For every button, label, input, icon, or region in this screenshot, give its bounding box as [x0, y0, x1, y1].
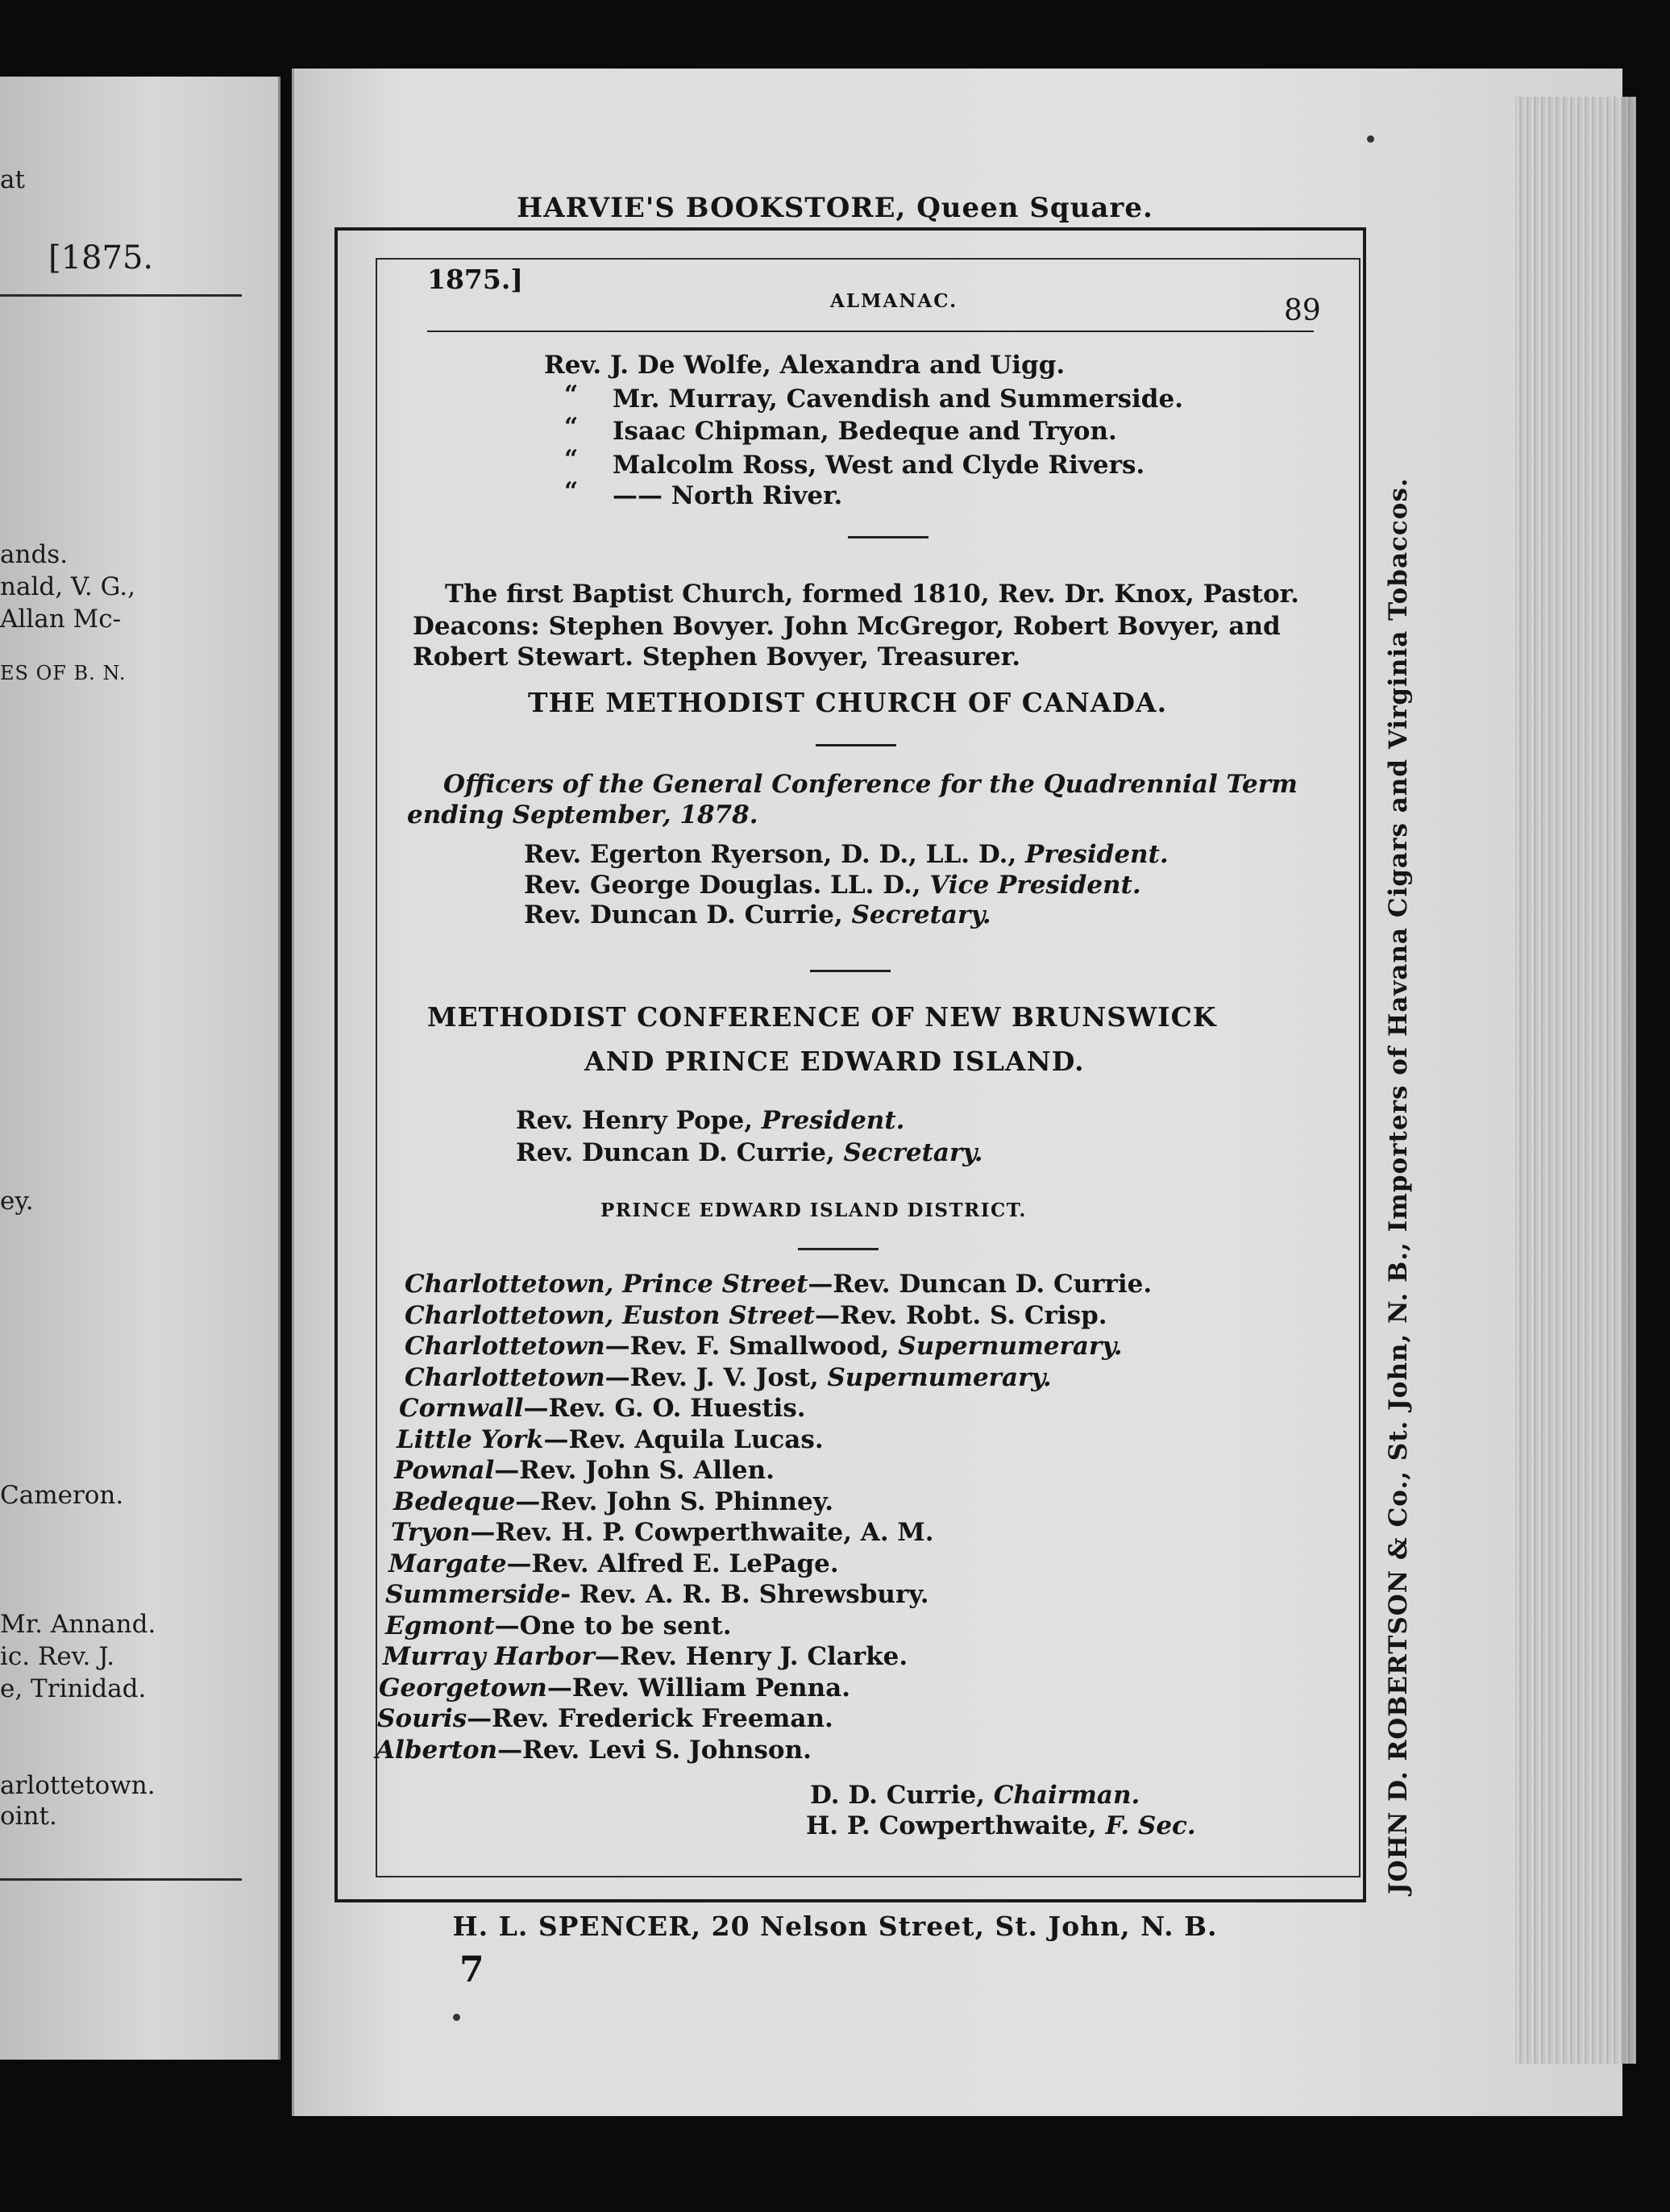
- officer-line: [524, 842, 1169, 867]
- ditto-mark: “: [564, 477, 579, 505]
- baptist-line: Robert Stewart. Stephen Bovyer, Treasurer.: [413, 642, 1020, 672]
- district-place: Margate: [388, 1549, 507, 1578]
- minister-line: Malcolm Ross, West and Clyde Rivers.: [613, 451, 1145, 480]
- left-fragment: ey.: [0, 1187, 34, 1216]
- officer-name: Rev. George Douglas. LL. D.,: [524, 871, 930, 900]
- ditto-mark: “: [564, 413, 579, 441]
- header-bookstore: HARVIE'S BOOKSTORE, Queen Square.: [517, 192, 1153, 224]
- baptist-line: The first Baptist Church, formed 1810, Rev. Dr. Knox, Pastor.: [445, 580, 1299, 609]
- district-minister: —Rev. John S. Phinney.: [515, 1487, 833, 1516]
- ditto-mark: “: [564, 380, 579, 409]
- district-entry: [391, 1520, 934, 1545]
- district-heading: PRINCE EDWARD ISLAND DISTRICT.: [600, 1200, 1027, 1221]
- district-minister: —Rev. Alfred E. LePage.: [506, 1549, 839, 1578]
- section-heading: THE METHODIST CHURCH OF CANADA.: [528, 687, 1168, 718]
- district-place: Tryon: [391, 1518, 471, 1547]
- signature-name: H. P. Cowperthwaite,: [806, 1811, 1106, 1840]
- page-number: 89: [1284, 294, 1321, 327]
- page-edges: [1515, 97, 1636, 2064]
- district-entry: [379, 1676, 850, 1701]
- district-place: Charlottetown: [405, 1363, 605, 1392]
- left-fragment: Cameron.: [0, 1481, 124, 1510]
- officer-role: President.: [761, 1106, 905, 1135]
- district-entry: [405, 1334, 1123, 1359]
- district-minister: —Rev. Duncan D. Currie.: [808, 1270, 1153, 1299]
- district-place: Georgetown: [379, 1674, 547, 1703]
- signature-role: Chairman.: [993, 1781, 1140, 1810]
- officer-name: Rev. Egerton Ryerson, D. D., LL. D.,: [524, 840, 1026, 869]
- officer-line: [524, 900, 991, 929]
- district-place: Summerside: [385, 1580, 561, 1609]
- left-fragment: Mr. Annand.: [0, 1610, 156, 1639]
- print-dot: [1367, 135, 1374, 143]
- officers-intro: Officers of the General Conference for the Quadrennial Term: [443, 770, 1298, 799]
- signature-line: [810, 1783, 1140, 1808]
- district-minister: - Rev. A. R. B. Shrewsbury.: [560, 1580, 929, 1609]
- left-fragment: at: [0, 165, 25, 194]
- district-entry: [393, 1487, 833, 1516]
- district-minister: —Rev. Henry J. Clarke.: [594, 1642, 908, 1671]
- district-minister: —Rev. Aquila Lucas.: [543, 1425, 824, 1454]
- officer-name: Rev. Henry Pope,: [516, 1106, 762, 1135]
- officer-role: Secretary.: [843, 1138, 983, 1167]
- district-minister: —Rev. F. Smallwood,: [604, 1332, 899, 1361]
- district-place: Murray Harbor: [383, 1642, 595, 1671]
- section-divider: [816, 744, 896, 746]
- section-heading: AND PRINCE EDWARD ISLAND.: [584, 1046, 1085, 1077]
- page-year: 1875.]: [427, 264, 523, 295]
- side-advert: JOHN D. ROBERTSON & Co., St. John, N. B., Importers of Havana Cigars and Virginia Tobaccos.: [1384, 477, 1413, 1894]
- district-minister: —Rev. H. P. Cowperthwaite, A. M.: [470, 1518, 934, 1547]
- district-entry: [399, 1396, 806, 1421]
- district-note: Supernumerary.: [827, 1363, 1052, 1392]
- officer-line: [516, 1108, 904, 1133]
- district-entry: [394, 1458, 775, 1483]
- footer-advert: H. L. SPENCER, 20 Nelson Street, St. John, N. B.: [452, 1911, 1218, 1942]
- signature-role: F. Sec.: [1105, 1811, 1196, 1840]
- officer-name: Rev. Duncan D. Currie,: [516, 1138, 844, 1167]
- signature-line: [806, 1811, 1196, 1840]
- district-entry: [388, 1549, 839, 1578]
- minister-line: Isaac Chipman, Bedeque and Tryon.: [613, 417, 1117, 446]
- officer-role: Secretary.: [851, 900, 991, 929]
- minister-line: Rev. J. De Wolfe, Alexandra and Uigg.: [544, 351, 1066, 380]
- district-place: Alberton: [376, 1736, 498, 1765]
- print-dot: [453, 2014, 460, 2021]
- district-minister: —Rev. William Penna.: [546, 1674, 851, 1703]
- running-head-rule: [427, 331, 1314, 332]
- left-fragment: nald, V. G.,: [0, 572, 135, 601]
- district-place: Pownal: [394, 1456, 495, 1485]
- left-header-rule: [0, 294, 242, 297]
- district-note: Supernumerary.: [898, 1332, 1123, 1361]
- district-place: Bedeque: [393, 1487, 516, 1516]
- section-divider: [798, 1248, 879, 1250]
- district-minister: —Rev. G. O. Huestis.: [523, 1394, 806, 1423]
- officer-line: [516, 1138, 983, 1167]
- district-minister: —One to be sent.: [494, 1611, 732, 1640]
- officers-intro: ending September, 1878.: [407, 800, 758, 830]
- minister-line: Mr. Murray, Cavendish and Summerside.: [613, 385, 1183, 414]
- ditto-mark: “: [564, 445, 579, 473]
- minister-line: —— North River.: [613, 481, 843, 510]
- left-page-year: [1875.: [48, 239, 154, 276]
- left-fragment: e, Trinidad.: [0, 1674, 147, 1703]
- district-minister: —Rev. John S. Allen.: [494, 1456, 775, 1485]
- district-place: Souris: [377, 1704, 467, 1733]
- district-entry: [405, 1272, 1152, 1297]
- officer-role: President.: [1025, 840, 1169, 869]
- district-minister: —Rev. J. V. Jost,: [604, 1363, 828, 1392]
- district-minister: —Rev. Frederick Freeman.: [467, 1704, 833, 1733]
- officer-line: [524, 873, 1141, 898]
- page-title: ALMANAC.: [830, 290, 958, 312]
- district-entry: [397, 1425, 824, 1454]
- left-fragment: oint.: [0, 1802, 57, 1831]
- district-place: Charlottetown, Euston Street: [405, 1301, 816, 1330]
- section-heading: METHODIST CONFERENCE OF NEW BRUNSWICK: [427, 1001, 1217, 1033]
- officer-role: Vice President.: [929, 871, 1141, 900]
- left-fragment: ands.: [0, 540, 69, 569]
- section-divider: [810, 970, 891, 972]
- left-fragment: ES OF B. N.: [0, 662, 127, 684]
- district-entry: [385, 1582, 929, 1607]
- district-minister: —Rev. Robt. S. Crisp.: [815, 1301, 1107, 1330]
- officer-name: Rev. Duncan D. Currie,: [524, 900, 852, 929]
- district-place: Charlottetown, Prince Street: [405, 1270, 808, 1299]
- left-footer-rule: [0, 1878, 242, 1881]
- left-page: [0, 77, 280, 2060]
- signature-mark: 7: [459, 1949, 484, 1990]
- district-place: Charlottetown: [405, 1332, 605, 1361]
- left-fragment: ic. Rev. J.: [0, 1642, 115, 1671]
- signature-name: D. D. Currie,: [810, 1781, 994, 1810]
- district-minister: —Rev. Levi S. Johnson.: [497, 1736, 812, 1765]
- district-entry: [405, 1363, 1052, 1392]
- district-entry: [377, 1704, 833, 1733]
- left-fragment: arlottetown.: [0, 1771, 156, 1800]
- section-divider: [848, 536, 928, 538]
- district-entry: [385, 1611, 732, 1640]
- district-entry: [376, 1738, 812, 1763]
- district-entry: [383, 1644, 908, 1669]
- district-entry: [405, 1301, 1107, 1330]
- district-place: Egmont: [385, 1611, 495, 1640]
- district-place: Little York: [397, 1425, 544, 1454]
- baptist-line: Deacons: Stephen Bovyer. John McGregor, Robert Bovyer, and: [413, 612, 1281, 641]
- district-place: Cornwall: [399, 1394, 524, 1423]
- left-fragment: Allan Mc-: [0, 605, 122, 634]
